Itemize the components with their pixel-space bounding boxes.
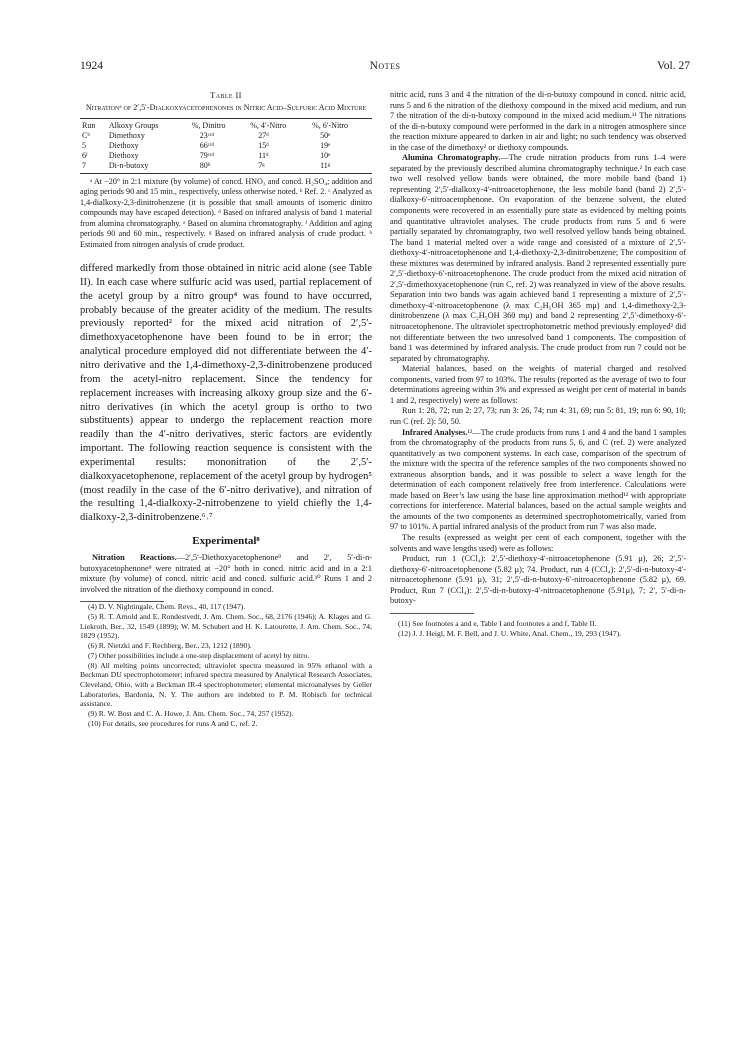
left-references xyxy=(80,602,372,728)
nitration-continued-paragraph: nitric acid, runs 3 and 4 the nitration of the di-n-butoxy compound in concd. nitric acid, runs 5 and 6 the nitration of the diethoxy compound in the mixed acid medium, and run 7 the nitration of the di-n-butoxy compound in the mixed acid medium.¹¹ The nitrations of the di-n-butoxy compound were performed in the dark in a nitrogen atmosphere since the reaction mixture appeared to darken in air and light; no such tendency was observed in the case of the dimethoxy² or diethoxy compounds. xyxy=(390,90,686,152)
reference-item: (6) R. Nietzki and F. Rechberg, Ber., 23, 1212 (1890). xyxy=(88,641,252,651)
right-references xyxy=(390,619,686,638)
table-cell: Diethoxy xyxy=(108,140,139,150)
column-header: %, 4′-Nitro xyxy=(250,120,287,130)
table-header-row xyxy=(80,118,372,131)
product-results-paragraph: Product, run 1 (CCl₄): 2′,5′-diethoxy-4′-nitroacetophenone (5.91 μ), 26; 2′,5′-diethoxy-6′-nitroacetophenone (5.82 μ); 74. Product, run 4 (CCl₄): 2′,5′-di-n-butoxy-4′-nitroacetophenone (5.91 μ), 31; 2′,5′-di-n-butoxy-6′-nitroacetophenone (5.82 μ), 69. Product, Run 7 (CCl₄): 2′,5′-di-n-butoxy-4′-nitroacetophenone (5.91μ), 7; 2′, 5′-di-n-butoxy- xyxy=(390,554,686,606)
infrared-text: ¹²—The crude products from runs 1 and 4 and the band 1 samples from the chromatography of the products from runs 5, 6, and C (ref. 2) were analyzed quantitatively as two component systems. In each case, comparison of the spectrum of the mixture with the spectra of the reference samples of the two components showed no extraneous absorption bands, and it was possible to select a wave length for the determination of each component relatively free from interference. Calculations were made based on Beer’s law using the base line approximation method¹² with appropriate corrections for interference. Material balances, based on the actual sample weights and the amounts of the two components as determined spectrophotometrically, varied from 97 to 101%. A partial infrared analysis of the product from run 7 was also made. xyxy=(390,427,686,532)
experimental-heading: Experimental⁸ xyxy=(192,535,260,548)
table-cell: 79ᶜʳᵈ xyxy=(199,150,215,160)
column-header: Run xyxy=(82,120,96,130)
nitration-table xyxy=(80,118,372,174)
experimental-text: —2′,5′-Diethoxyacetophenone⁹ and 2′, 5′-di-n-butoxyacetophenone⁹ were nitrated at −20° both in concd. nitric acid and in a 2:1 mixture (by volume) of concd. nitric acid and concd. sulfuric acid.¹⁰ Runs 1 and 2 involved the nitration of the diethoxy compound in concd. xyxy=(80,553,372,594)
table-row xyxy=(80,161,372,174)
table-cell: Di-n-butoxy xyxy=(108,160,149,170)
chromatography-text: —The crude nitration products from runs 1–4 were separated by the previously described alumina chromatography technique.² In each case two well resolved yellow bands were obtained, the more mobile band (band 1) representing 2′,5′-dialkoxy-4′-nitroacetophenone, the less mobile band (band 2) 2′,5′-dialkoxy-6′-nitroacetophenone. On evaporation of the benzene solvent, the eluted components were recovered in an essentially pure state as evidenced by melting points and quantitative ultraviolet analyses. The crude products from runs 5 and 6 were partially separated by chromatography, two well resolved yellow bands being obtained. The band 1 material melted over a wide range and consisted of a mixture of 2′,5′-diethoxy-4′-nitroacetophenone and 1,4-diethoxy-2,3-dinitrobenzene; The composition of these mixtures was determined by infrared analysis. Band 2 represented essentially pure 2′,5′-diethoxy-6′-nitroacetophenone. The crude product from the mixed acid nitration of 2′,5′-dimethoxyacetophenone (run C, ref. 2) was reanalyzed in view of the above results. Separation into two bands was again achieved band 1 representing a mixture of 2′,5′-dimethoxy-4′-nitroacetophenone (λ max C₂H₅OH 365 mμ) and 1,4-dimethoxy-2,3-dinitrobenzene (λ max C₂H₅OH 360 mμ) and band 2 representing 2′,5′-dimethoxy-6′-nitroacetophenone. The ultraviolet spectrophotometric method previously employed² did not differentiate between the two unresolved band 1 components. The composition of band 1 was determined by infrared analysis. The crude product from run 7 could not be separated by chromatography. xyxy=(390,153,686,363)
reference-item: (5) R. T. Arnold and E. Rondestvedt, J. Am. Chem. Soc., 68, 2176 (1946); A. Klages and G. Liekroth, Ber., 32, 1549 (1899); W. M. Schubert and H. K. Latourette, J. Am. Chem. Soc., 74, 1829 (1952). xyxy=(80,612,372,641)
reference-item: (12) J. J. Heigl, M. F. Bell, and J. U. White, Anal. Chem., 19, 293 (1947). xyxy=(398,628,622,638)
column-header: Alkoxy Groups xyxy=(108,120,159,130)
left-column xyxy=(80,90,372,728)
table-row xyxy=(80,151,372,161)
table-cell: 11ᵍ xyxy=(320,160,331,170)
table-cell: 7ᵍ xyxy=(258,160,265,170)
reference-item: (7) Other possibilities include a one-step displacement of acetyl by nitro. xyxy=(88,650,310,660)
discussion-paragraph: differed markedly from those obtained in nitric acid alone (see Table II). In each case where sulfuric acid was used, partial replacement of the acetyl group by a nitro group⁴ was found to have occurred, probably because of the greater acidity of the medium. The results previously reported² for the mixed acid nitration of 2′,5′-dimethoxyacetophenone have been found to be in error; the analytical procedure employed did not differentiate between the 4′-nitro derivative and the 1,4-dimethoxy-2,3-dinitrobenzene produced from the acetyl-nitro replacement. Since the tendency for replacement increases with increasing alkoxy group size and the 6′-nitro derivatives (in which the acetyl group is ortho to two substituents) appear to undergo the replacement reaction more readily than the 4′-nitro derivatives, steric factors are evidently important. The following reaction sequence is consistent with the experimental results: mononitration of the 2′,5′-dialkoxyacetophenone, replacement of the acetyl group by hydrogen⁵ (most readily in the case of the 6′-nitro derivative), and nitration of the resulting 1,4-dialkoxy-2-nitrobenzene to yield chiefly the 1,4-dialkoxy-2,3-dinitrobenzene.⁶˒⁷ xyxy=(80,263,372,524)
experimental-lead: Nitration Reactions. xyxy=(92,553,177,563)
experimental-paragraph xyxy=(80,553,372,595)
running-title: Notes xyxy=(369,60,401,72)
run-results-paragraph: Run 1: 28, 72; run 2: 27, 73; run 3: 26, 74; run 4: 31, 69; run 5: 81, 19; run 6: 90, 10; run C (ref. 2): 50, 50. xyxy=(390,406,686,426)
right-column xyxy=(390,90,686,638)
table-cell: 11ᵈ xyxy=(258,150,269,160)
reference-item: (10) For details, see procedures for runs A and C, ref. 2. xyxy=(88,718,258,728)
infrared-lead: Infrared Analyses. xyxy=(402,427,468,437)
page-header xyxy=(80,60,690,76)
table-cell: 66ᶜʳᵈ xyxy=(199,140,215,150)
table-row xyxy=(80,131,372,141)
reference-item: (11) See footnotes a and e, Table I and footnotes a and f, Table II. xyxy=(398,618,597,628)
table-cell: Dimethoxy xyxy=(108,130,145,140)
chromatography-paragraph xyxy=(390,153,686,364)
table-cell: 5 xyxy=(82,140,86,150)
table-caption: Nitrationᵃ of 2′,5′-Dialkoxyacetophenones in Nitric Acid–Sulfuric Acid Mixture xyxy=(85,103,367,112)
reference-item: (4) D. V. Nightingale, Chem. Revs., 40, 117 (1947). xyxy=(88,602,246,612)
table-cell: 6ᶠ xyxy=(82,150,88,160)
table-cell: Cᵇ xyxy=(82,130,90,140)
footnote-divider xyxy=(390,613,474,614)
chromatography-lead: Alumina Chromatography. xyxy=(402,153,501,163)
table-cell: 10ᵉ xyxy=(320,150,331,160)
table-cell: 23ᶜʳᵈ xyxy=(199,130,215,140)
column-header: %, 6′-Nitro xyxy=(312,120,349,130)
table-row xyxy=(80,141,372,151)
table-cell: 27ᵈ xyxy=(258,130,269,140)
page-number: 1924 xyxy=(80,60,103,72)
volume-label: Vol. 27 xyxy=(656,60,690,72)
table-cell: 50ᵉ xyxy=(320,130,331,140)
column-header: %, Dinitro xyxy=(191,120,226,130)
table-cell: 15ᵈ xyxy=(258,140,269,150)
table-cell: 19ᵉ xyxy=(320,140,331,150)
reference-item: (9) R. W. Bost and C. A. Howe, J. Am. Chem. Soc., 74, 257 (1952). xyxy=(88,709,294,719)
results-intro-paragraph: The results (expressed as weight per cent of each component, together with the solvents and wave lengths used) were as follows: xyxy=(390,532,686,553)
table-cell: Diethoxy xyxy=(108,150,139,160)
table-cell: 80ʰ xyxy=(199,160,211,170)
reference-item: (8) All melting points uncorrected; ultraviolet spectra measured in 95% ethanol with a Beckman DU spectrophotometer; infrared spectra measured by Analytical Research Associates, Cleveland, Ohio, with a Beckman IR-4 spectrophotometer; elemental microanalyses by Geller Laboratories, Bardonia, N. Y. The authors are indebted to P. M. Robisch for technical assistance. xyxy=(80,660,372,709)
table-cell: 7 xyxy=(82,160,86,170)
infrared-paragraph xyxy=(390,428,686,533)
table-title: Table II xyxy=(210,91,242,100)
table-footnotes: ᵃ At −20° in 2:1 mixture (by volume) of concd. HNO₃ and concd. H₂SO₄; addition and aging periods 90 and 15 min., respectively, unless otherwise noted. ᵇ Ref. 2. ᶜ Analyzed as 1,4-dialkoxy-2,3-dinitrobenzene (it is possible that small amounts of isomeric dinitro compounds may have escaped detection). ᵈ Based on infrared analysis of band 1 material from alumina chromatography. ᵉ Based on alumina chromatography. ᶠ Addition and aging periods 90 and 60 min., respectively. ᵍ Based on infrared analysis of crude product. ʰ Estimated from nitrogen analysis of crude product. xyxy=(80,176,372,249)
material-balance-paragraph: Material balances, based on the weights of material charged and resolved components, varied from 97 to 103%. The results (reported as the average of two to four determinations agreeing within 3% and expressed as weight per cent of material in bands 1 and 2, respectively) were as follows: xyxy=(390,364,686,405)
